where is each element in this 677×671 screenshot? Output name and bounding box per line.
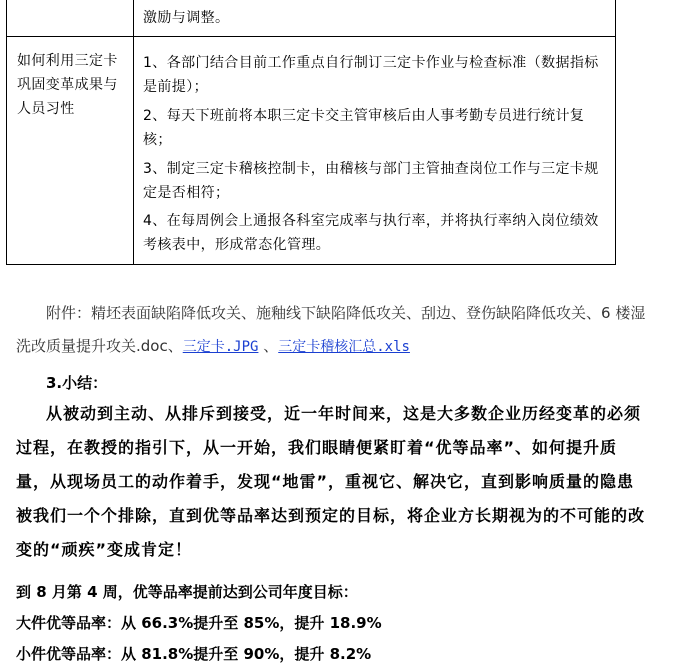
result-line: 大件优等品率：从 66.3%提升至 85%，提升 18.9% [16, 614, 382, 632]
table-row [7, 37, 615, 264]
list-item: 4、在每周例会上通报各科室完成率与执行率，并将执行率纳入岗位绩效考核表中，形成常态化管理。 [143, 213, 599, 253]
attachment-separator: 、 [258, 337, 279, 355]
list-item: 2、每天下班前将本职三定卡交主管审核后由人事考勤专员进行统计复核； [143, 108, 585, 148]
attachment-paragraph [16, 297, 646, 364]
result-line: 小件优等品率：从 81.8%提升至 90%，提升 8.2% [16, 645, 372, 663]
table-cell-text: 激励与调整。 [143, 10, 230, 26]
summary-paragraph: 从被动到主动、从排斥到接受，近一年时间来，这是大多数企业历经变革的必须过程，在教授的指引下，从一开始，我们眼睛便紧盯着“优等品率”、如何提升质量，从现场员工的动作着手，发现“地雷”，重视它、解决它，直到影响质量的隐患被我们一个个排除，直到优等品率达到预定的目标，将企业方长期视为的不可能的改变的“顽疾”变成肯定！ [16, 404, 646, 559]
list-item: 1、各部门结合目前工作重点自行制订三定卡作业与检查标准（数据指标是前提）； [143, 55, 599, 95]
table-row [7, 0, 615, 37]
row-heading: 如何利用三定卡巩固变革成果与人员习性 [17, 53, 118, 117]
section-title: 3.小结： [46, 374, 108, 392]
list-item: 3、制定三定卡稽核控制卡，由稽核与部门主管抽查岗位工作与三定卡规定是否相符； [143, 161, 599, 201]
attachment-link-jpg[interactable]: 三定卡.JPG [182, 339, 259, 355]
result-line: 到 8 月第 4 周，优等品率提前达到公司年度目标： [16, 583, 358, 601]
measures-table [6, 0, 616, 265]
attachment-link-xls[interactable]: 三定卡稽核汇总.xls [278, 339, 410, 355]
attachment-text: 附件：精坯表面缺陷降低攻关、施釉线下缺陷降低攻关、刮边、登伤缺陷降低攻关、6 楼湿洗改质量提升攻关.doc、 [16, 304, 646, 355]
column-divider [133, 0, 134, 264]
